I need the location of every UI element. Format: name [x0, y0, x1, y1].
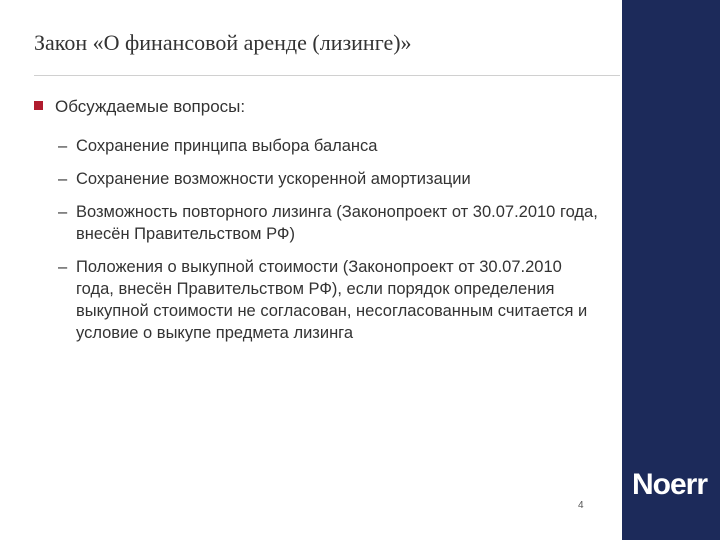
dash-icon: –: [58, 137, 68, 155]
noerr-logo: Noerr: [632, 468, 708, 501]
sub-bullet-item: [58, 256, 598, 344]
sub-bullet-item: [58, 201, 598, 245]
main-bullet-text: Обсуждаемые вопросы:: [55, 97, 246, 116]
sub-bullet-text: Возможность повторного лизинга (Законопроект от 30.07.2010 года, внесён Правительством РФ): [76, 203, 598, 243]
sub-bullet-list: [58, 135, 598, 355]
page-number: 4: [578, 500, 584, 511]
sub-bullet-text: Сохранение возможности ускоренной амортизации: [76, 170, 471, 188]
sub-bullet-text: Положения о выкупной стоимости (Законопроект от 30.07.2010 года, внесён Правительством РФ), если порядок определения выкупной стоимости не согласован, несогласованным считается и условие о выкупе предмета лизинга: [76, 258, 588, 342]
sub-bullet-text: Сохранение принципа выбора баланса: [76, 137, 378, 155]
main-bullet: [34, 97, 245, 117]
dash-icon: –: [58, 170, 68, 188]
title-divider: [34, 75, 620, 76]
dash-icon: –: [58, 258, 68, 276]
square-bullet-icon: [34, 101, 43, 110]
brand-sidebar: [622, 0, 720, 540]
sub-bullet-item: [58, 168, 598, 190]
slide-title: Закон «О финансовой аренде (лизинге)»: [34, 30, 412, 55]
sub-bullet-item: [58, 135, 598, 157]
dash-icon: –: [58, 203, 68, 221]
